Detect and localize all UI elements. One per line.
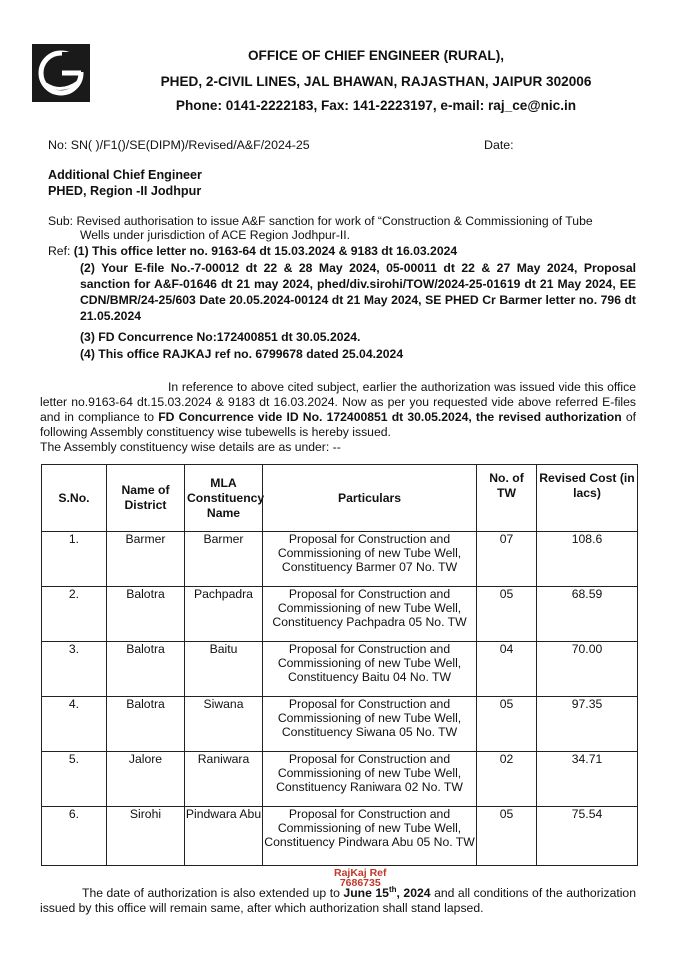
- constituency-table: [41, 464, 638, 866]
- closing-date-suffix: th: [388, 885, 397, 894]
- body-paragraph: [40, 380, 636, 440]
- stamp-number: 7686735: [339, 877, 381, 889]
- phed-logo-icon: [32, 44, 90, 102]
- cell-particulars: Proposal for Construction and Commissioning of new Tube Well, Constituency Raniwara 02 No. TW: [263, 752, 477, 807]
- table-row: [42, 532, 638, 587]
- addressee-office: PHED, Region -II Jodhpur: [48, 184, 202, 198]
- closing-text-d: and all conditions of the authorization issued by this office will remain same, after which authorization shall stand lapsed.: [40, 886, 636, 916]
- reference-1: [48, 244, 457, 258]
- cell-particulars: Proposal for Construction and Commissioning of new Tube Well, Constituency Pachpadra 05 No. TW: [263, 587, 477, 642]
- cell-cost: 70.00: [537, 642, 638, 697]
- cell-sno: 4.: [42, 697, 107, 752]
- cell-cost: 97.35: [537, 697, 638, 752]
- cell-mla: Baitu: [185, 642, 263, 697]
- table-row: [42, 642, 638, 697]
- body-text-a: In reference to above cited subject, earlier the authorization was issued vide this office letter no.9163-64 dt.15.03.2024 & 9183 dt 16.03.2024. Now as per you requested vide above referred E-files and in compliance to: [40, 380, 636, 424]
- header-tw: No. of TW: [477, 465, 537, 532]
- cell-cost: 75.54: [537, 807, 638, 866]
- cell-particulars: Proposal for Construction and Commissioning of new Tube Well, Constituency Siwana 05 No. TW: [263, 697, 477, 752]
- reference-4: (4) This office RAJKAJ ref no. 6799678 dated 25.04.2024: [80, 347, 404, 361]
- letter-ref-number: No: SN( )/F1()/SE(DIPM)/Revised/A&F/2024-25: [48, 138, 310, 152]
- table-row: [42, 587, 638, 642]
- cell-sno: 6.: [42, 807, 107, 866]
- cell-district: Barmer: [107, 532, 185, 587]
- cell-tw: 05: [477, 587, 537, 642]
- cell-district: Jalore: [107, 752, 185, 807]
- subject-line: [48, 214, 644, 242]
- closing-date: June 15: [343, 886, 389, 901]
- cell-sno: 3.: [42, 642, 107, 697]
- cell-mla: Raniwara: [185, 752, 263, 807]
- body-text-c: of following Assembly constituency wise tubewells is hereby issued.: [40, 410, 636, 439]
- cell-sno: 5.: [42, 752, 107, 807]
- closing-paragraph: [40, 882, 636, 916]
- header-district: Name of District: [107, 465, 185, 532]
- header-cost: Revised Cost (in lacs): [537, 465, 638, 532]
- cell-mla: Pindwara Abu: [185, 807, 263, 866]
- body-text-bold: FD Concurrence vide ID No. 172400851 dt 30.05.2024, the revised authorization: [158, 410, 622, 424]
- header-particulars: Particulars: [263, 465, 477, 532]
- addressee-title: Additional Chief Engineer: [48, 168, 202, 182]
- cell-sno: 1.: [42, 532, 107, 587]
- closing-year: , 2024: [396, 886, 431, 901]
- cell-mla: Pachpadra: [185, 587, 263, 642]
- body-paragraph-2: The Assembly constituency wise details are as under: --: [40, 440, 341, 454]
- cell-cost: 68.59: [537, 587, 638, 642]
- cell-sno: 2.: [42, 587, 107, 642]
- cell-tw: 05: [477, 697, 537, 752]
- cell-district: Balotra: [107, 697, 185, 752]
- cell-district: Balotra: [107, 642, 185, 697]
- cell-district: Sirohi: [107, 807, 185, 866]
- cell-particulars: Proposal for Construction and Commissioning of new Tube Well, Constituency Pindwara Abu 05 No. TW: [263, 807, 477, 866]
- office-address: PHED, 2-CIVIL LINES, JAL BHAWAN, RAJASTHAN, JAIPUR 302006: [160, 74, 592, 89]
- cell-particulars: Proposal for Construction and Commissioning of new Tube Well, Constituency Barmer 07 No. TW: [263, 532, 477, 587]
- cell-tw: 02: [477, 752, 537, 807]
- header-sno: S.No.: [42, 465, 107, 532]
- reference-label: Ref:: [48, 244, 71, 258]
- closing-text-a: The date of authorization is also extended up to: [82, 886, 344, 901]
- stamp-label: RajKaj Ref: [334, 867, 387, 879]
- subject-text-2: Wells under jurisdiction of ACE Region Jodhpur-II.: [80, 228, 351, 242]
- reference-3: (3) FD Concurrence No:172400851 dt 30.05.2024.: [80, 330, 361, 344]
- office-contact: Phone: 0141-2222183, Fax: 141-2223197, e-mail: raj_ce@nic.in: [175, 98, 577, 113]
- reference-1-text: (1) This office letter no. 9163-64 dt 15.03.2024 & 9183 dt 16.03.2024: [73, 244, 458, 258]
- cell-tw: 07: [477, 532, 537, 587]
- cell-particulars: Proposal for Construction and Commissioning of new Tube Well, Constituency Baitu 04 No. TW: [263, 642, 477, 697]
- cell-tw: 05: [477, 807, 537, 866]
- subject-text-1: Sub: Revised authorisation to issue A&F sanction for work of “Construction & Commissioning of Tube: [48, 214, 593, 228]
- cell-district: Balotra: [107, 587, 185, 642]
- cell-cost: 34.71: [537, 752, 638, 807]
- table-row: [42, 697, 638, 752]
- cell-tw: 04: [477, 642, 537, 697]
- letter-date-label: Date:: [484, 138, 514, 152]
- table-row: [42, 752, 638, 807]
- cell-cost: 108.6: [537, 532, 638, 587]
- header-mla: MLA Constituency Name: [185, 465, 263, 532]
- cell-mla: Siwana: [185, 697, 263, 752]
- table-row: [42, 807, 638, 866]
- cell-mla: Barmer: [185, 532, 263, 587]
- reference-2: (2) Your E-file No.-7-00012 dt 22 & 28 May 2024, 05-00011 dt 22 & 27 May 2024, Proposal sanction for A&F-01646 dt 21 may 2024, phed/div.sirohi/TOW/2024-25-01619 dt 21 May 2024, EE CDN/BMR/24-25/603 Date 20.05.2024-00124 dt 21 May 2024, SE PHED Cr Barmer letter no. 796 dt 21.05.2024: [80, 261, 636, 323]
- table-header-row: [42, 465, 638, 532]
- office-title: OFFICE OF CHIEF ENGINEER (RURAL),: [247, 48, 504, 63]
